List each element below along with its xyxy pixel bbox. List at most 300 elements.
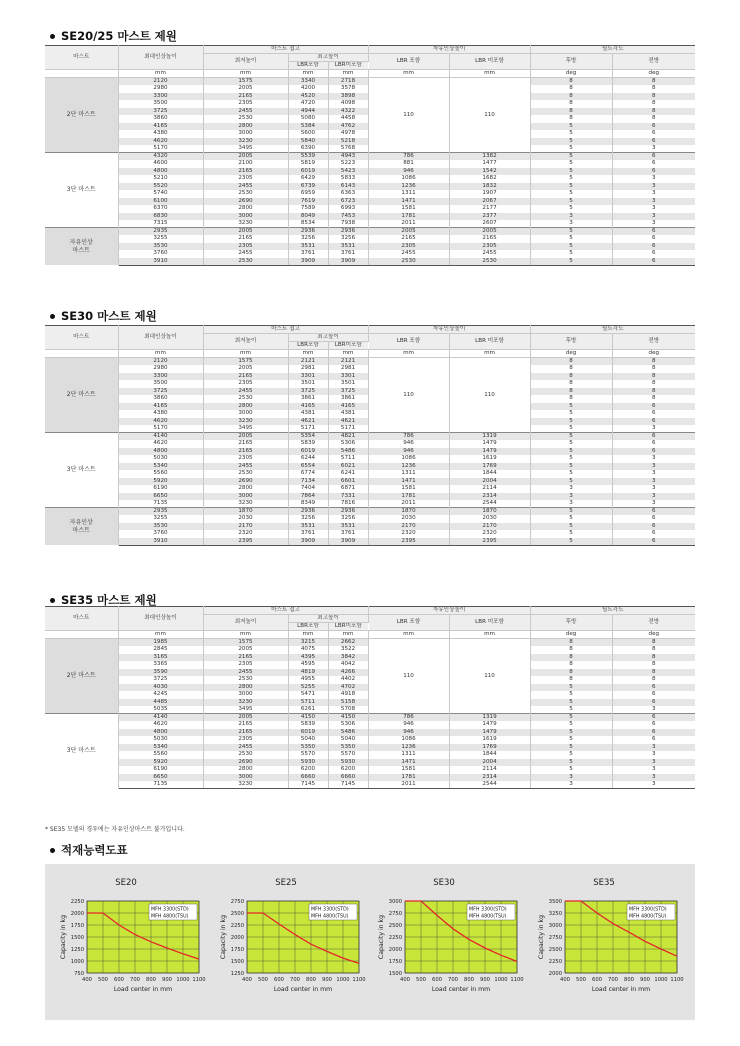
table-cell: 3230 xyxy=(203,781,288,789)
table-cell: 1844 xyxy=(449,751,530,759)
legend-entry: MFH 3300(STD) xyxy=(629,907,667,913)
group-header-tilt: 틸트각도 xyxy=(530,326,695,334)
free-lift-merged-cell: 110 xyxy=(449,358,530,433)
x-tick-label: 400 xyxy=(400,977,410,983)
table-cell: 4955 xyxy=(288,676,328,684)
y-tick-label: 2250 xyxy=(230,922,244,929)
table-cell: 3522 xyxy=(328,646,368,654)
table-cell: 6363 xyxy=(328,190,368,198)
table-cell: 2800 xyxy=(203,123,288,131)
table-cell: 1870 xyxy=(368,508,449,516)
table-cell: 8 xyxy=(612,365,695,373)
table-cell: 3725 xyxy=(288,388,328,396)
table-cell: 5 xyxy=(530,729,612,737)
table-cell: 5080 xyxy=(288,115,328,123)
table-cell: 3000 xyxy=(203,493,288,501)
table-cell: 4165 xyxy=(118,403,203,411)
table-cell: 3 xyxy=(612,198,695,206)
table-cell: 1382 xyxy=(449,153,530,161)
table-cell: 6 xyxy=(612,530,695,538)
unit-cell: mm xyxy=(328,631,368,639)
table-cell: 4600 xyxy=(118,160,203,168)
table-cell: 8 xyxy=(530,669,612,677)
x-tick-label: 400 xyxy=(82,977,92,983)
y-tick-label: 1750 xyxy=(230,946,244,953)
unit-cell: mm xyxy=(328,70,368,78)
legend-entry: MFH 3300(STD) xyxy=(311,907,349,913)
col-header-fwd-tilt: 전방 xyxy=(612,54,695,70)
table-cell: 5 xyxy=(530,759,612,767)
table-cell: 7864 xyxy=(288,493,328,501)
table-cell: 2305 xyxy=(203,380,288,388)
x-tick-label: 600 xyxy=(114,977,124,983)
x-tick-label: 800 xyxy=(306,977,316,983)
table-cell: 3761 xyxy=(288,530,328,538)
y-tick-label: 2750 xyxy=(548,934,562,941)
x-axis-label: Load center in mm xyxy=(113,986,173,993)
table-cell: 2395 xyxy=(203,538,288,546)
legend-entry: MFH 4800(TSU) xyxy=(311,914,349,920)
table-cell: 2455 xyxy=(203,463,288,471)
table-cell: 3909 xyxy=(328,538,368,546)
table-cell: 2004 xyxy=(449,759,530,767)
table-cell: 2165 xyxy=(203,440,288,448)
table-cell: 5350 xyxy=(288,744,328,752)
x-tick-label: 900 xyxy=(640,977,650,983)
col-header-back-tilt: 후방 xyxy=(530,334,612,350)
table-cell: 5486 xyxy=(328,448,368,456)
table-cell: 5 xyxy=(530,153,612,161)
table-cell: 3842 xyxy=(328,654,368,662)
table-cell: 5840 xyxy=(288,138,328,146)
table-cell: 3761 xyxy=(328,530,368,538)
table-cell: 6 xyxy=(612,123,695,131)
table-cell: 2177 xyxy=(449,205,530,213)
table-cell: 5171 xyxy=(288,425,328,433)
table-cell: 4943 xyxy=(328,153,368,161)
bullet-icon xyxy=(50,848,55,853)
table-cell: 3 xyxy=(612,205,695,213)
table-cell: 4150 xyxy=(288,714,328,722)
table-cell: 2981 xyxy=(328,365,368,373)
unit-cell-empty xyxy=(45,70,118,78)
table-cell: 786 xyxy=(368,433,449,441)
table-cell: 8 xyxy=(612,654,695,662)
table-cell: 6554 xyxy=(288,463,328,471)
unit-cell: mm xyxy=(449,631,530,639)
table-cell: 4165 xyxy=(328,403,368,411)
table-cell: 4140 xyxy=(118,714,203,722)
table-cell: 4620 xyxy=(118,440,203,448)
table-cell: 3165 xyxy=(118,654,203,662)
table-cell: 8 xyxy=(612,388,695,396)
table-cell: 1542 xyxy=(449,168,530,176)
table-cell: 6 xyxy=(612,403,695,411)
table-cell: 6660 xyxy=(288,774,328,782)
table-cell: 7134 xyxy=(288,478,328,486)
capacity-chart-se35 xyxy=(523,864,693,1020)
table-cell: 2005 xyxy=(203,714,288,722)
mast-type-cell: 3단 마스트 xyxy=(45,153,118,228)
table-row xyxy=(45,250,695,258)
table-cell: 2320 xyxy=(368,530,449,538)
table-cell: 2011 xyxy=(368,500,449,508)
table-cell: 3760 xyxy=(118,530,203,538)
table-cell: 2800 xyxy=(203,684,288,692)
table-cell: 4800 xyxy=(118,168,203,176)
table-cell: 6019 xyxy=(288,168,328,176)
table-cell: 3256 xyxy=(288,515,328,523)
table-cell: 946 xyxy=(368,448,449,456)
table-cell: 6244 xyxy=(288,455,328,463)
table-cell: 5223 xyxy=(328,160,368,168)
table-cell: 4381 xyxy=(288,410,328,418)
table-cell: 3 xyxy=(530,485,612,493)
free-lift-merged-cell: 110 xyxy=(449,639,530,714)
table-row xyxy=(45,766,695,774)
table-cell: 3255 xyxy=(118,515,203,523)
col-header-lbr-excl: LBR미포함 xyxy=(328,623,368,631)
col-header-lbr-incl: LBR포함 xyxy=(288,342,328,350)
table-cell: 5306 xyxy=(328,721,368,729)
table-cell: 3761 xyxy=(288,250,328,258)
table-cell: 6019 xyxy=(288,729,328,737)
group-header-free-lift: 자유인상높이 xyxy=(368,607,530,615)
table-cell: 8 xyxy=(530,85,612,93)
table-cell: 6 xyxy=(612,515,695,523)
table-cell: 3909 xyxy=(288,538,328,546)
table-cell: 2455 xyxy=(203,669,288,677)
table-cell: 4458 xyxy=(328,115,368,123)
table-cell: 2120 xyxy=(118,78,203,86)
table-cell: 3 xyxy=(612,213,695,221)
spec-table-se35 xyxy=(45,606,695,789)
table-row xyxy=(45,515,695,523)
col-header-free-lbr-excl: LBR 미포함 xyxy=(449,334,530,350)
table-cell: 5 xyxy=(530,508,612,516)
table-row xyxy=(45,781,695,789)
table-cell: 946 xyxy=(368,440,449,448)
table-cell: 6871 xyxy=(328,485,368,493)
table-cell: 5 xyxy=(530,691,612,699)
table-cell: 8 xyxy=(530,395,612,403)
col-header-free-lbr-incl: LBR 포함 xyxy=(368,615,449,631)
table-cell: 2165 xyxy=(449,235,530,243)
x-tick-label: 600 xyxy=(274,977,284,983)
table-cell: 2120 xyxy=(118,358,203,366)
table-cell: 8 xyxy=(530,93,612,101)
table-cell: 5930 xyxy=(288,759,328,767)
legend-entry: MFH 3300(STD) xyxy=(151,907,189,913)
table-cell: 2980 xyxy=(118,365,203,373)
unit-cell-empty xyxy=(45,350,118,358)
table-cell: 1471 xyxy=(368,478,449,486)
table-cell: 2165 xyxy=(203,168,288,176)
table-cell: 7315 xyxy=(118,220,203,228)
table-row xyxy=(45,478,695,486)
y-tick-label: 1750 xyxy=(388,958,402,965)
table-cell: 6774 xyxy=(288,470,328,478)
group-header-free-lift: 자유인상높이 xyxy=(368,46,530,54)
table-cell: 7145 xyxy=(328,781,368,789)
table-row xyxy=(45,198,695,206)
legend xyxy=(309,904,357,920)
table-cell: 2305 xyxy=(203,661,288,669)
table-cell: 4620 xyxy=(118,138,203,146)
y-tick-label: 2750 xyxy=(388,910,402,917)
table-cell: 5 xyxy=(530,250,612,258)
table-cell: 2314 xyxy=(449,774,530,782)
section-title-se30: SE30 마스트 제원 xyxy=(50,308,157,324)
table-cell: 2165 xyxy=(203,654,288,662)
table-cell: 5 xyxy=(530,160,612,168)
table-cell: 1781 xyxy=(368,774,449,782)
col-header-mast: 마스트 xyxy=(45,607,118,631)
y-tick-label: 2500 xyxy=(230,910,244,917)
table-cell: 3725 xyxy=(328,388,368,396)
table-cell: 4266 xyxy=(328,669,368,677)
table-row xyxy=(45,190,695,198)
table-cell: 4320 xyxy=(118,153,203,161)
table-cell: 2030 xyxy=(203,515,288,523)
group-header-tilt: 틸트각도 xyxy=(530,607,695,615)
table-cell: 5 xyxy=(530,175,612,183)
table-cell: 2455 xyxy=(368,250,449,258)
table-cell: 2011 xyxy=(368,220,449,228)
table-cell: 3 xyxy=(612,500,695,508)
table-cell: 2455 xyxy=(449,250,530,258)
table-cell: 6 xyxy=(612,410,695,418)
section-title-se35: SE35 마스트 제원 xyxy=(50,592,157,608)
table-cell: 3495 xyxy=(203,145,288,153)
y-tick-label: 1250 xyxy=(70,946,84,953)
table-row xyxy=(45,440,695,448)
table-cell: 2165 xyxy=(203,235,288,243)
table-cell: 3 xyxy=(612,425,695,433)
table-cell: 1479 xyxy=(449,448,530,456)
table-cell: 3590 xyxy=(118,669,203,677)
table-cell: 8534 xyxy=(288,220,328,228)
table-cell: 3 xyxy=(612,751,695,759)
table-cell: 946 xyxy=(368,729,449,737)
table-cell: 2690 xyxy=(203,198,288,206)
table-cell: 6 xyxy=(612,691,695,699)
x-tick-label: 1000 xyxy=(654,977,668,983)
group-header-mast: 마스트 접고 xyxy=(203,607,368,615)
table-cell: 3909 xyxy=(328,258,368,266)
table-row xyxy=(45,729,695,737)
table-cell: 1619 xyxy=(449,455,530,463)
y-tick-label: 3000 xyxy=(548,922,562,929)
table-cell: 5210 xyxy=(118,175,203,183)
table-cell: 6 xyxy=(612,508,695,516)
col-header-min-height: 최저높이 xyxy=(203,334,288,350)
section-title-capacity: 적재능력도표 xyxy=(50,842,128,858)
y-tick-label: 750 xyxy=(74,970,84,977)
col-header-lbr-incl: LBR포함 xyxy=(288,623,328,631)
table-cell: 5740 xyxy=(118,190,203,198)
table-cell: 3 xyxy=(530,213,612,221)
table-row xyxy=(45,538,695,546)
table-cell: 3230 xyxy=(203,220,288,228)
table-cell: 8049 xyxy=(288,213,328,221)
x-axis-label: Load center in mm xyxy=(273,986,333,993)
table-cell: 1479 xyxy=(449,729,530,737)
y-tick-label: 1500 xyxy=(388,970,402,977)
table-row xyxy=(45,160,695,168)
table-cell: 3000 xyxy=(203,691,288,699)
legend-entry: MFH 4800(TSU) xyxy=(469,914,507,920)
table-cell: 2305 xyxy=(368,243,449,251)
table-cell: 5170 xyxy=(118,425,203,433)
table-cell: 2544 xyxy=(449,500,530,508)
table-cell: 2455 xyxy=(203,744,288,752)
col-header-lbr-incl: LBR포함 xyxy=(288,62,328,70)
table-cell: 2607 xyxy=(449,220,530,228)
table-cell: 5 xyxy=(530,168,612,176)
unit-cell: mm xyxy=(328,350,368,358)
y-tick-label: 2250 xyxy=(388,934,402,941)
table-row xyxy=(45,744,695,752)
chart-svg xyxy=(205,864,375,1020)
table-cell: 3910 xyxy=(118,538,203,546)
table-cell: 5 xyxy=(530,699,612,707)
chart-title: SE30 xyxy=(433,878,455,888)
table-cell: 2530 xyxy=(203,676,288,684)
table-row xyxy=(45,433,695,441)
unit-cell: mm xyxy=(118,70,203,78)
table-cell: 5158 xyxy=(328,699,368,707)
col-header-free-lbr-excl: LBR 미포함 xyxy=(449,615,530,631)
table-cell: 6601 xyxy=(328,478,368,486)
table-cell: 2005 xyxy=(203,365,288,373)
table-cell: 2718 xyxy=(328,78,368,86)
table-cell: 2100 xyxy=(203,160,288,168)
table-cell: 5768 xyxy=(328,145,368,153)
table-cell: 6190 xyxy=(118,766,203,774)
table-row xyxy=(45,463,695,471)
table-cell: 8 xyxy=(612,108,695,116)
free-lift-merged-cell: 110 xyxy=(368,78,449,153)
table-cell: 6019 xyxy=(288,448,328,456)
legend-entry: MFH 3300(STD) xyxy=(469,907,507,913)
table-cell: 1769 xyxy=(449,463,530,471)
table-cell: 1581 xyxy=(368,485,449,493)
col-header-fwd-tilt: 전방 xyxy=(612,334,695,350)
table-cell: 5560 xyxy=(118,751,203,759)
table-cell: 5 xyxy=(530,418,612,426)
x-tick-label: 800 xyxy=(624,977,634,983)
table-cell: 1985 xyxy=(118,639,203,647)
col-header-lbr-excl: LBR미포함 xyxy=(328,342,368,350)
table-cell: 5 xyxy=(530,766,612,774)
table-cell: 5711 xyxy=(328,455,368,463)
table-cell: 8 xyxy=(530,115,612,123)
table-cell: 5708 xyxy=(328,706,368,714)
table-cell: 3909 xyxy=(288,258,328,266)
table-cell: 2800 xyxy=(203,485,288,493)
table-cell: 2165 xyxy=(203,373,288,381)
table-cell: 4800 xyxy=(118,448,203,456)
table-cell: 5 xyxy=(530,235,612,243)
table-cell: 6 xyxy=(612,153,695,161)
col-header-max-lift: 최대인상높이 xyxy=(118,607,203,631)
x-tick-label: 700 xyxy=(290,977,300,983)
table-row xyxy=(45,213,695,221)
table-cell: 5040 xyxy=(288,736,328,744)
table-cell: 2170 xyxy=(203,523,288,531)
table-cell: 6 xyxy=(612,258,695,266)
free-lift-merged-cell: 110 xyxy=(368,639,449,714)
table-cell: 8 xyxy=(612,85,695,93)
table-cell: 5930 xyxy=(328,759,368,767)
table-cell: 1479 xyxy=(449,721,530,729)
table-row xyxy=(45,448,695,456)
table-cell: 3256 xyxy=(288,235,328,243)
col-header-max-lift: 최대인상높이 xyxy=(118,46,203,70)
table-cell: 5040 xyxy=(328,736,368,744)
table-cell: 6 xyxy=(612,235,695,243)
table-cell: 3300 xyxy=(118,93,203,101)
table-cell: 2544 xyxy=(449,781,530,789)
table-cell: 5600 xyxy=(288,130,328,138)
col-header-min-height: 최저높이 xyxy=(203,615,288,631)
table-cell: 2800 xyxy=(203,205,288,213)
table-cell: 5 xyxy=(530,123,612,131)
table-cell: 1086 xyxy=(368,736,449,744)
x-tick-label: 500 xyxy=(258,977,268,983)
table-cell: 2305 xyxy=(203,736,288,744)
table-cell: 4075 xyxy=(288,646,328,654)
table-cell: 7453 xyxy=(328,213,368,221)
table-row xyxy=(45,153,695,161)
x-tick-label: 600 xyxy=(432,977,442,983)
table-cell: 6830 xyxy=(118,213,203,221)
col-header-lbr-excl: LBR미포함 xyxy=(328,62,368,70)
table-cell: 3 xyxy=(612,183,695,191)
table-cell: 5 xyxy=(530,478,612,486)
table-cell: 5 xyxy=(530,736,612,744)
table-cell: 1236 xyxy=(368,183,449,191)
capacity-chart-se20 xyxy=(45,864,215,1020)
unit-cell: deg xyxy=(612,631,695,639)
table-cell: 5340 xyxy=(118,744,203,752)
table-cell: 3531 xyxy=(328,243,368,251)
y-tick-label: 3250 xyxy=(548,910,562,917)
table-row xyxy=(45,205,695,213)
table-cell: 5 xyxy=(530,684,612,692)
y-axis-label: Capacity in kg xyxy=(60,914,67,960)
x-tick-label: 1000 xyxy=(494,977,508,983)
table-cell: 5 xyxy=(530,433,612,441)
table-cell: 1575 xyxy=(203,78,288,86)
table-cell: 3910 xyxy=(118,258,203,266)
table-cell: 4520 xyxy=(288,93,328,101)
table-cell: 5218 xyxy=(328,138,368,146)
table-cell: 5 xyxy=(530,448,612,456)
table-row xyxy=(45,455,695,463)
table-row xyxy=(45,78,695,86)
table-cell: 4380 xyxy=(118,130,203,138)
table-cell: 6 xyxy=(612,138,695,146)
table-cell: 2800 xyxy=(203,766,288,774)
unit-cell: mm xyxy=(203,350,288,358)
unit-cell: deg xyxy=(530,631,612,639)
table-cell: 8 xyxy=(530,373,612,381)
table-cell: 4322 xyxy=(328,108,368,116)
group-header-mast: 마스트 접고 xyxy=(203,46,368,54)
table-cell: 5035 xyxy=(118,706,203,714)
